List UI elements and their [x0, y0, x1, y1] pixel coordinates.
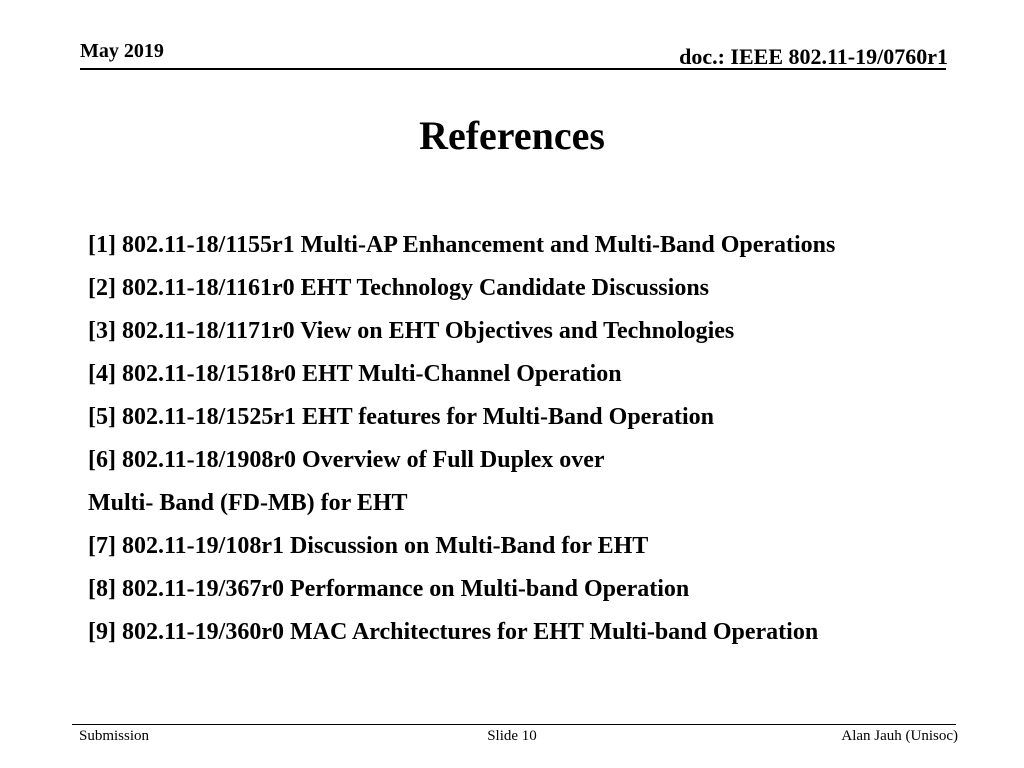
reference-item: [2] 802.11-18/1161r0 EHT Technology Candidate Discussions [88, 275, 709, 301]
reference-item: [1] 802.11-18/1155r1 Multi-AP Enhancement and Multi-Band Operations [88, 232, 836, 258]
footer-author: Alan Jauh (Unisoc) [841, 728, 958, 744]
reference-item: [6] 802.11-18/1908r0 Overview of Full Duplex over [88, 447, 605, 473]
header-doc-id: doc.: IEEE 802.11-19/0760r1 [679, 44, 948, 69]
reference-item: [7] 802.11-19/108r1 Discussion on Multi-Band for EHT [88, 533, 649, 559]
footer-divider [72, 724, 956, 725]
footer-slide-number: Slide 10 [487, 728, 537, 744]
reference-item: [4] 802.11-18/1518r0 EHT Multi-Channel Operation [88, 361, 622, 387]
reference-item: [5] 802.11-18/1525r1 EHT features for Multi-Band Operation [88, 404, 714, 430]
reference-item: Multi- Band (FD-MB) for EHT [88, 490, 408, 516]
reference-item: [3] 802.11-18/1171r0 View on EHT Objectives and Technologies [88, 318, 735, 344]
header-divider [80, 68, 946, 70]
header-date: May 2019 [80, 40, 164, 62]
reference-item: [8] 802.11-19/367r0 Performance on Multi-band Operation [88, 576, 690, 602]
reference-item: [9] 802.11-19/360r0 MAC Architectures for EHT Multi-band Operation [88, 619, 819, 645]
reference-list [88, 228, 888, 658]
slide-title: References [419, 113, 605, 158]
footer-submission: Submission [79, 728, 150, 744]
